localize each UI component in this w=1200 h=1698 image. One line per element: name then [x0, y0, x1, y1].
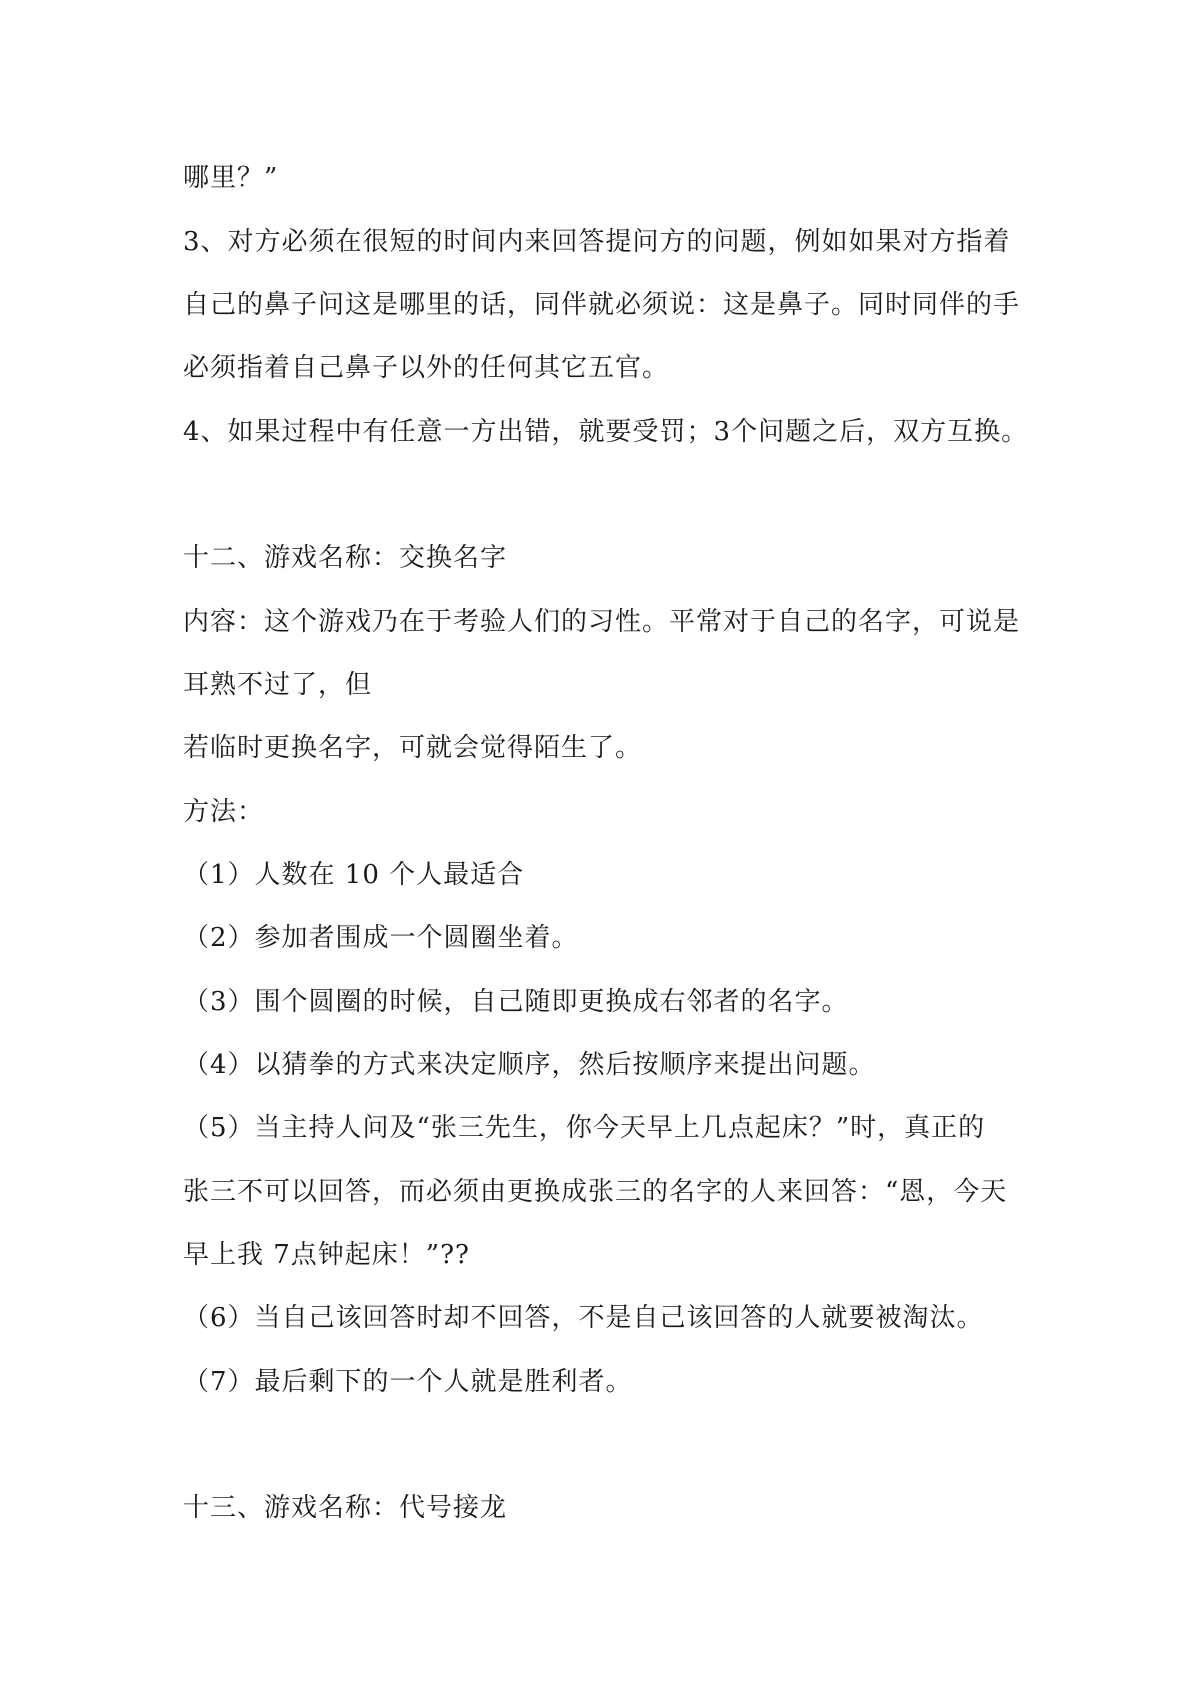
text-line: 自己的鼻子问这是哪里的话，同伴就必须说：这是鼻子。同时同伴的手 [183, 290, 1021, 320]
section-heading: 十二、游戏名称：交换名字 [183, 543, 508, 573]
text-line: 早上我 7点钟起床！”?? [183, 1240, 470, 1270]
list-item: （1）人数在 10 个人最适合 [183, 860, 525, 890]
text-line: 若临时更换名字，可就会觉得陌生了。 [183, 733, 643, 763]
text-line: 3、对方必须在很短的时间内来回答提问方的问题，例如如果对方指着 [183, 227, 1011, 257]
text-line: 耳熟不过了，但 [183, 670, 373, 700]
text-line: 方法： [183, 797, 265, 827]
text-line: 必须指着自己鼻子以外的任何其它五官。 [183, 353, 670, 383]
list-item: （2）参加者围成一个圆圈坐着。 [183, 923, 579, 953]
list-item: （4）以猜拳的方式来决定顺序，然后按顺序来提出问题。 [183, 1050, 876, 1080]
list-item: （7）最后剩下的一个人就是胜利者。 [183, 1367, 633, 1397]
text-line: 张三不可以回答，而必须由更换成张三的名字的人来回答：“恩，今天 [183, 1177, 1008, 1207]
text-line: 内容：这个游戏乃在于考验人们的习性。平常对于自己的名字，可说是 [183, 607, 1021, 637]
section-heading: 十三、游戏名称：代号接龙 [183, 1493, 508, 1523]
text-line: 哪里？” [183, 163, 279, 193]
list-item: （5）当主持人问及“张三先生，你今天早上几点起床？”时，真正的 [183, 1113, 986, 1143]
list-item: （3）围个圆圈的时候，自己随即更换成右邻者的名字。 [183, 987, 849, 1017]
text-line: 4、如果过程中有任意一方出错，就要受罚；3个问题之后，双方互换。 [183, 417, 1029, 447]
list-item: （6）当自己该回答时却不回答，不是自己该回答的人就要被淘汰。 [183, 1303, 984, 1333]
